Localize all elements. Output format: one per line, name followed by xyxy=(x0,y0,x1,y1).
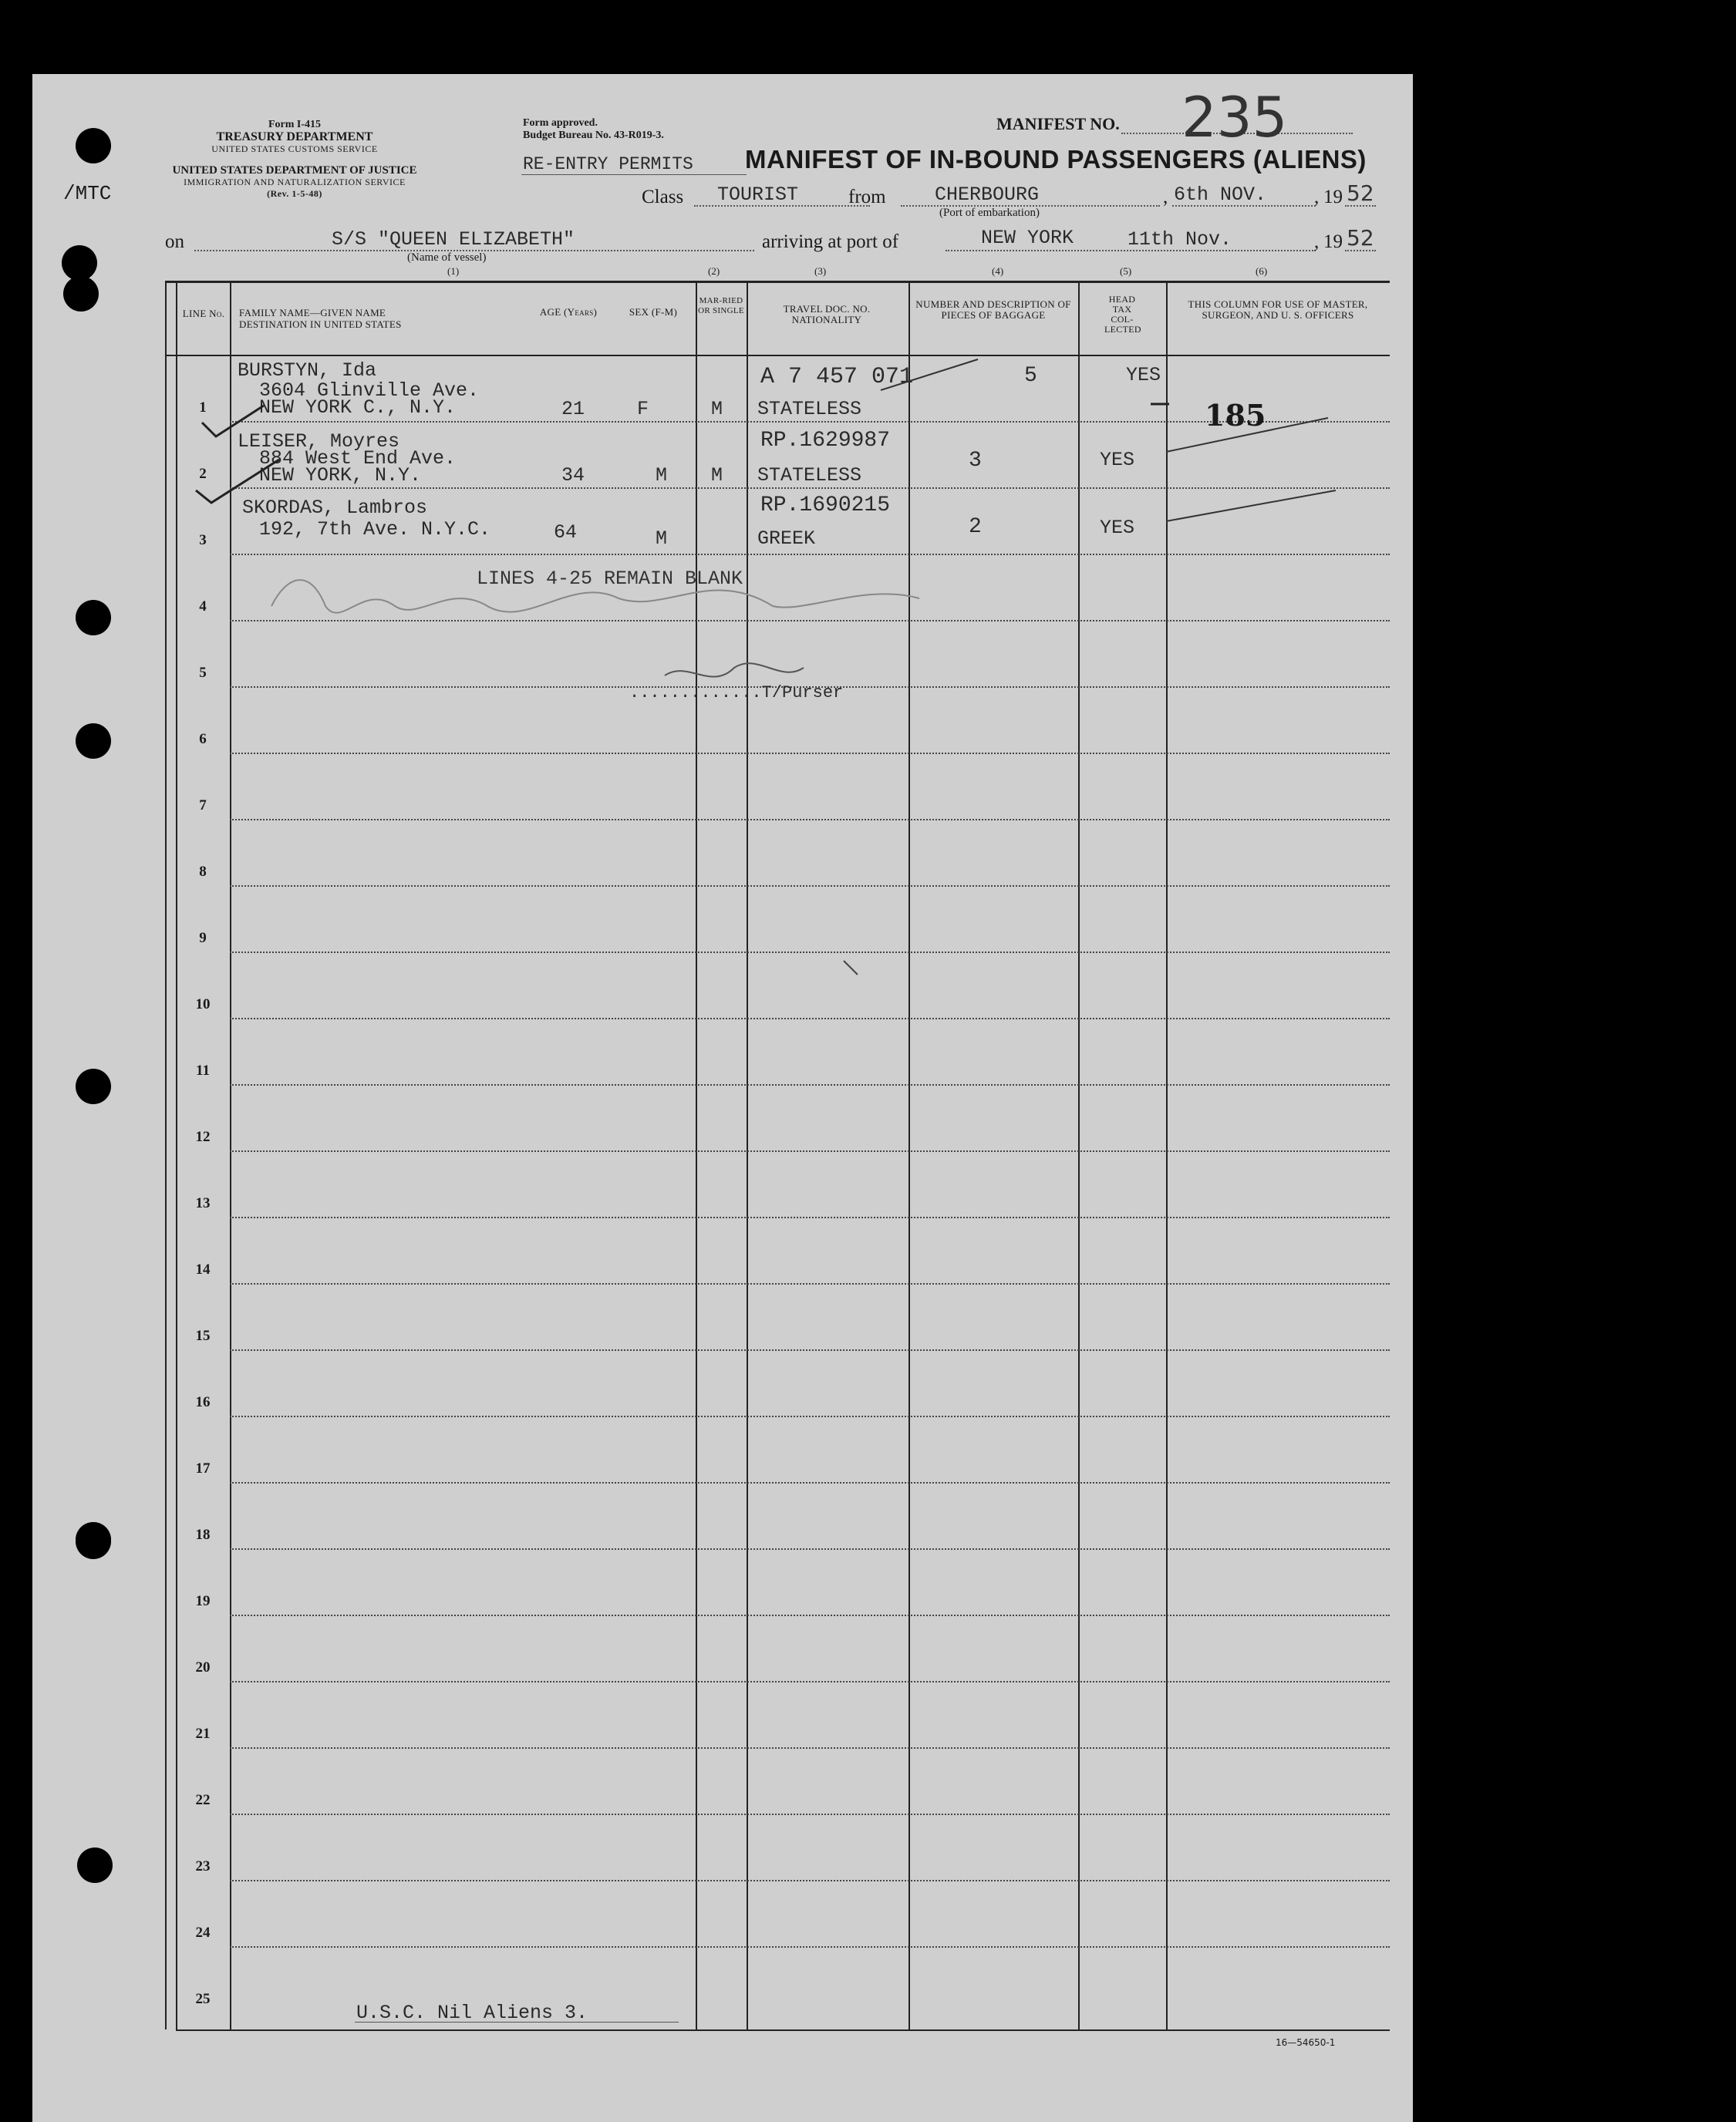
line-number: 15 xyxy=(195,1328,211,1344)
passenger-2-age: 34 xyxy=(561,464,585,487)
customs-service: UNITED STATES CUSTOMS SERVICE xyxy=(211,143,378,154)
header-name: FAMILY NAME—GIVEN NAME xyxy=(239,307,386,318)
line-number: 10 xyxy=(195,996,211,1012)
passenger-2-married: M xyxy=(711,464,723,487)
passenger-3-nationality: GREEK xyxy=(757,527,816,550)
footer-note: U.S.C. Nil Aliens 3. xyxy=(356,2002,588,2024)
line-number: 1 xyxy=(199,399,207,416)
line-number: 6 xyxy=(199,731,207,747)
passenger-2-address: 884 West End Ave. xyxy=(259,447,457,470)
col-number-5: (5) xyxy=(1120,265,1132,277)
col-number-4: (4) xyxy=(992,265,1004,277)
port-caption: (Port of embarkation) xyxy=(939,207,1040,219)
header-head-tax: HEAD TAX COL-LECTED xyxy=(1104,294,1141,335)
handwriting-marks xyxy=(32,74,1413,2122)
passenger-1-age: 21 xyxy=(561,398,585,420)
signature-icon xyxy=(665,663,804,676)
header-line-no: LINE No. xyxy=(182,308,225,319)
line-number: 4 xyxy=(199,598,207,615)
passenger-2-sex: M xyxy=(656,464,668,487)
passenger-3-address: 192, 7th Ave. N.Y.C. xyxy=(259,518,491,541)
passenger-3-head-tax: YES xyxy=(1100,517,1135,539)
manifest-title: MANIFEST OF IN-BOUND PASSENGERS (ALIENS) xyxy=(745,145,1367,173)
line-number: 23 xyxy=(195,1858,211,1874)
line-number: 21 xyxy=(195,1726,211,1742)
form-approved: Form approved. xyxy=(523,117,598,129)
passenger-1-head-tax: YES xyxy=(1126,364,1161,386)
form-number: Form I-415 xyxy=(268,119,322,130)
pen-stroke-icon xyxy=(1166,490,1336,521)
passenger-1-married: M xyxy=(711,398,723,420)
line-number: 14 xyxy=(195,1261,211,1278)
passenger-1-city: NEW YORK C., N.Y. xyxy=(259,396,457,419)
line-number: 5 xyxy=(199,665,207,681)
col-number-3: (3) xyxy=(814,265,827,277)
margin-note: /MTC xyxy=(63,182,112,205)
line-number: 22 xyxy=(195,1792,211,1808)
check-mark-icon xyxy=(202,406,264,436)
manifest-page: /MTC Form I-415 TREASURY DEPARTMENT UNITED STATES CUSTOMS SERVICE UNITED STATES DEPARTMENT OF JUSTICE IMMIGRATION AND NATURALIZATION SERVICE (Rev. 1-5-48) Form approved. Budget Bureau No. 43-R019-3. RE-ENTRY PERMITS MANIFEST NO. 235 MANIFEST OF IN-BOUND PASSENGERS (ALIENS) Class TOURIST from CHERBOURG (Port of embarkation) , 6th NOV. , 19 52 on S/S "QUEEN ELIZABETH" (Name of vessel) arriving at port of NEW YORK 11th Nov. , 19 52 (1) (2) (3) (4) (5) (6) LINE No. FAMILY NAME—GIVEN NAME DESTINATION IN UNITED STATES AGE (Years) SEX (F-M) MAR-RIED OR SINGLE TRAVEL DOC. NO. NATIONALITY NUMBER AND DESCRIPTION OF PIECES OF BAGGAGE HEAD TAX COL-LECTED THIS COLUMN FOR USE OF MASTER, SURGEON, AND U. S. OFFICERS 1 2 3 4 5 6 7 8 9 10 11 12 13 14 15 16 17 18 19 20 21 22 23 24 25 BURSTYN, Ida 3604 Glinville Ave. NEW YORK C., N.Y. 21 F M A 7 457 071 STATELESS 5 YES 185 LEISER, Moyres 884 West End Ave. NEW YORK, N.Y. 34 M M RP.1629987 STATELESS 3 YES SKORDAS, Lambros 192, 7th Ave. N.Y.C. 64 M RP.1690215 GREEK 2 YES LINES 4-25 REMAIN BLANK .............T/Purser U.S.C. Nil Aliens 3. 16—54650-1 xyxy=(32,74,1413,2122)
passenger-2-doc: RP.1629987 xyxy=(760,429,891,453)
line-number: 8 xyxy=(199,864,207,880)
ins-service: IMMIGRATION AND NATURALIZATION SERVICE xyxy=(184,177,406,187)
header-sex: SEX (F-M) xyxy=(629,306,678,318)
budget-bureau: Budget Bureau No. 43-R019-3. xyxy=(523,130,664,141)
check-mark-icon xyxy=(196,460,279,503)
header-officers: THIS COLUMN FOR USE OF MASTER, SURGEON, AND U. S. OFFICERS xyxy=(1188,298,1368,321)
header-destination: DESTINATION IN UNITED STATES xyxy=(239,318,402,330)
passenger-1-officer-note: 185 xyxy=(1205,398,1266,433)
line-number: 17 xyxy=(195,1460,211,1477)
on-label: on xyxy=(165,231,184,252)
header-travel-doc: TRAVEL DOC. NO. NATIONALITY xyxy=(783,303,871,325)
line-number: 16 xyxy=(195,1394,211,1410)
purser-signature-line: .............T/Purser xyxy=(629,683,844,702)
passenger-2-name: LEISER, Moyres xyxy=(238,430,400,453)
class-value: TOURIST xyxy=(717,184,799,206)
col-number-1: (1) xyxy=(447,265,460,277)
col-number-6: (6) xyxy=(1256,265,1268,277)
passenger-3-baggage: 2 xyxy=(969,515,982,539)
vessel-caption: (Name of vessel) xyxy=(407,251,487,264)
class-label: Class xyxy=(642,187,684,207)
line-number: 12 xyxy=(195,1129,211,1145)
arriving-label: arriving at port of xyxy=(762,231,899,252)
form-code: 16—54650-1 xyxy=(1276,2037,1336,2048)
passenger-1-address: 3604 Glinville Ave. xyxy=(259,379,480,402)
form-revision: (Rev. 1-5-48) xyxy=(267,188,322,199)
line-number: 13 xyxy=(195,1195,211,1211)
col-number-2: (2) xyxy=(708,265,720,277)
pen-stroke-icon xyxy=(1166,418,1328,452)
arrival-year: 52 xyxy=(1347,225,1374,251)
passenger-1-doc: A 7 457 071 xyxy=(760,364,914,390)
justice-dept: UNITED STATES DEPARTMENT OF JUSTICE xyxy=(172,164,417,177)
line-number: 3 xyxy=(199,532,207,548)
passenger-1-baggage: 5 xyxy=(1024,364,1037,388)
passenger-3-name: SKORDAS, Lambros xyxy=(242,497,428,519)
arrival-date: 11th Nov. xyxy=(1128,228,1232,251)
line-number: 25 xyxy=(195,1991,211,2007)
header-age: AGE (Years) xyxy=(539,306,598,318)
header-married: MAR-RIED OR SINGLE xyxy=(698,296,744,315)
line-number: 24 xyxy=(195,1925,211,1941)
line-number: 11 xyxy=(196,1063,210,1079)
manifest-number-handwritten: 235 xyxy=(1181,85,1288,150)
manifest-no-label: MANIFEST NO. xyxy=(996,114,1120,133)
arrival-port: NEW YORK xyxy=(981,227,1074,249)
passenger-2-city: NEW YORK, N.Y. xyxy=(259,464,422,487)
line-number: 19 xyxy=(195,1593,211,1609)
passenger-3-sex: M xyxy=(656,527,668,550)
departure-date: 6th NOV. xyxy=(1174,184,1267,206)
vessel-name: S/S "QUEEN ELIZABETH" xyxy=(332,228,575,251)
reentry-permits: RE-ENTRY PERMITS xyxy=(523,154,693,174)
line-number: 18 xyxy=(195,1527,211,1543)
passenger-3-age: 64 xyxy=(554,521,578,544)
pen-stroke-icon xyxy=(844,961,858,975)
port-of-embarkation: CHERBOURG xyxy=(935,184,1040,206)
remain-blank-note: LINES 4-25 REMAIN BLANK xyxy=(477,568,743,590)
treasury-dept: TREASURY DEPARTMENT xyxy=(216,130,373,143)
passenger-1-name: BURSTYN, Ida xyxy=(238,359,377,382)
line-number: 20 xyxy=(195,1659,211,1676)
depart-year-prefix: 19 xyxy=(1323,187,1343,207)
line-number: 7 xyxy=(199,797,207,813)
passenger-2-head-tax: YES xyxy=(1100,449,1135,471)
passenger-3-doc: RP.1690215 xyxy=(760,493,891,517)
from-label: from xyxy=(848,187,886,207)
passenger-2-nationality: STATELESS xyxy=(757,464,862,487)
line-number: 9 xyxy=(199,930,207,946)
line-number: 2 xyxy=(199,466,207,482)
arrival-year-prefix: 19 xyxy=(1323,231,1343,252)
passenger-1-sex: F xyxy=(637,398,649,420)
departure-year: 52 xyxy=(1347,180,1374,206)
passenger-1-nationality: STATELESS xyxy=(757,398,862,420)
header-baggage: NUMBER AND DESCRIPTION OF PIECES OF BAGGAGE xyxy=(915,298,1071,321)
pen-stroke-icon xyxy=(881,359,978,390)
passenger-2-baggage: 3 xyxy=(969,449,982,473)
